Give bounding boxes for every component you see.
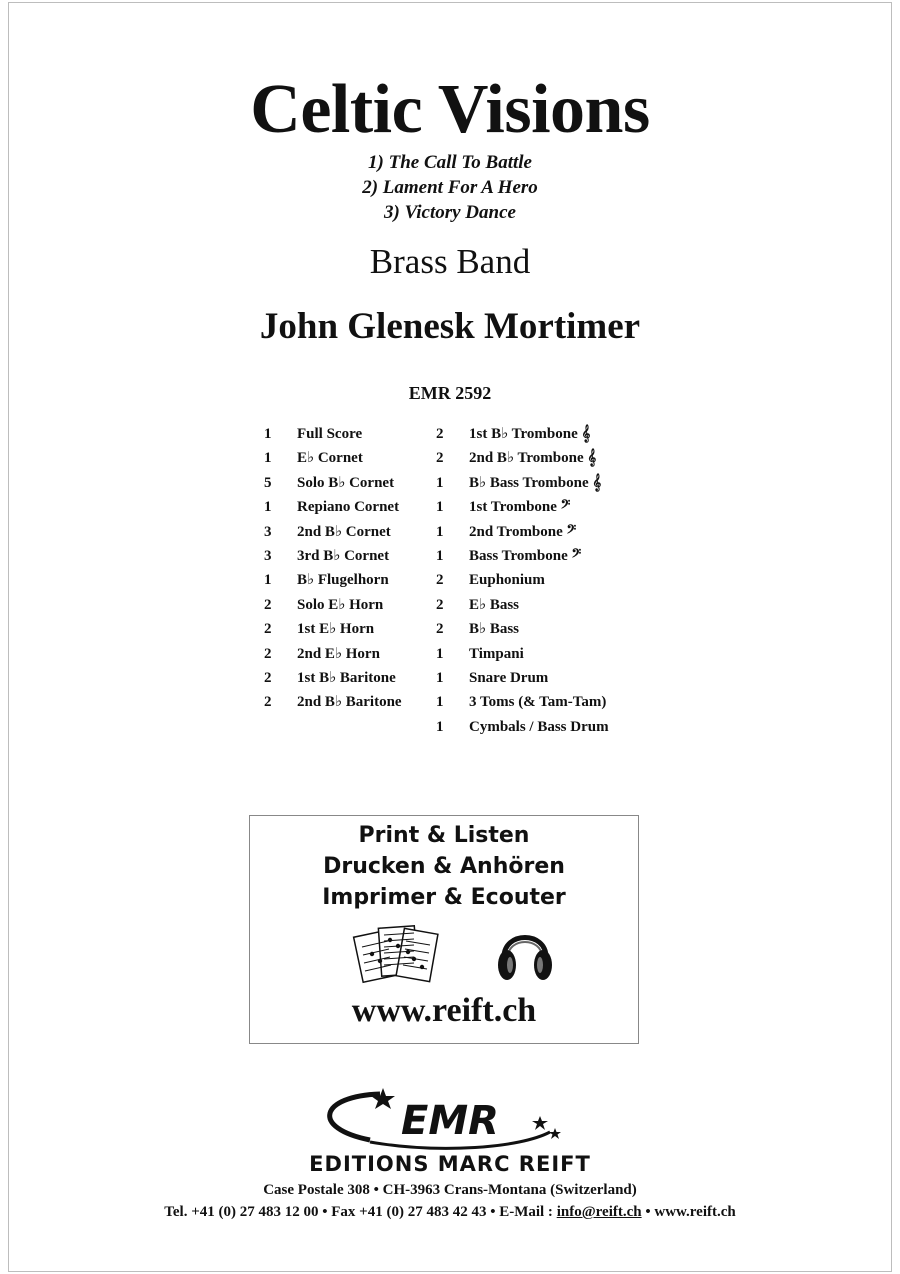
movement-1: 1) The Call To Battle — [368, 152, 532, 173]
part-name: Repiano Cornet — [297, 499, 400, 516]
part-quantity: 1 — [436, 718, 444, 735]
part-quantity: 2 — [264, 621, 272, 638]
part-quantity: 2 — [436, 426, 444, 442]
headphones-icon — [494, 919, 556, 985]
part-quantity: 1 — [264, 572, 272, 589]
promo-line-drucken: Drucken & Anhören — [323, 854, 565, 879]
catalog-number: EMR 2592 — [408, 383, 492, 403]
email-link[interactable]: info@reift.ch — [556, 1204, 642, 1220]
part-name: Timpani — [469, 645, 524, 662]
part-quantity: 2 — [264, 596, 272, 613]
part-quantity: 1 — [436, 645, 444, 662]
part-name: Solo E♭ Horn — [297, 596, 384, 613]
part-quantity: 1 — [436, 548, 444, 564]
print-listen-box[interactable] — [249, 815, 639, 1044]
composer-name: John Glenesk Mortimer — [259, 306, 641, 347]
ensemble-label: Brass Band — [369, 242, 531, 281]
part-name: 1st E♭ Horn — [297, 621, 375, 638]
page-title: Celtic Visions — [250, 71, 650, 148]
part-name: 1st B♭ Baritone — [297, 670, 396, 686]
part-name: 2nd B♭ Cornet — [297, 523, 391, 540]
part-name: 1st B♭ Trombone 𝄞 — [469, 426, 591, 442]
part-quantity: 1 — [264, 499, 272, 516]
part-name: Euphonium — [469, 572, 545, 589]
part-quantity: 2 — [264, 694, 272, 711]
publisher-address: Case Postale 308 • CH-3963 Crans-Montana (Switzerland) — [263, 1182, 637, 1198]
part-name: Solo B♭ Cornet — [297, 474, 395, 491]
promo-line-print-listen: Print & Listen — [358, 823, 530, 848]
part-name: Snare Drum — [469, 670, 549, 686]
part-quantity: 1 — [436, 670, 444, 686]
promo-icons — [250, 919, 638, 991]
emr-logo-graphic — [300, 1088, 600, 1158]
sheet-music-icon — [350, 921, 442, 987]
part-quantity: 2 — [436, 621, 444, 638]
part-name: B♭ Bass Trombone 𝄞 — [469, 474, 602, 491]
part-name: B♭ Flugelhorn — [297, 572, 389, 589]
part-name: Cymbals / Bass Drum — [469, 718, 609, 735]
movement-3: 3) Victory Dance — [384, 202, 516, 223]
movement-list — [0, 150, 900, 225]
part-quantity: 1 — [436, 499, 444, 516]
part-quantity: 2 — [264, 670, 272, 686]
part-quantity: 2 — [436, 450, 444, 467]
part-quantity: 2 — [436, 596, 444, 613]
part-quantity: 1 — [436, 694, 444, 711]
part-name: 2nd Trombone 𝄢 — [469, 523, 577, 540]
part-quantity: 1 — [264, 450, 272, 467]
publisher-contact — [0, 1204, 900, 1221]
part-name: 2nd B♭ Baritone — [297, 694, 402, 711]
emr-logo — [300, 1088, 600, 1158]
part-quantity: 1 — [436, 523, 444, 540]
part-name: 2nd B♭ Trombone 𝄞 — [469, 450, 597, 467]
part-name: 1st Trombone 𝄢 — [469, 499, 571, 516]
part-quantity: 3 — [264, 523, 272, 540]
movement-2: 2) Lament For A Hero — [362, 177, 538, 198]
part-name: B♭ Bass — [469, 621, 520, 638]
part-quantity: 3 — [264, 548, 272, 564]
part-name: 3 Toms (& Tam-Tam) — [469, 694, 607, 711]
contact-website[interactable]: • www.reift.ch — [641, 1204, 736, 1220]
promo-url-link[interactable]: www.reift.ch — [351, 992, 537, 1029]
part-name: E♭ Bass — [469, 596, 520, 613]
part-quantity: 5 — [264, 474, 272, 491]
part-quantity: 2 — [264, 645, 272, 662]
part-name: Bass Trombone 𝄢 — [469, 548, 582, 564]
publisher-name: EDITIONS MARC REIFT — [309, 1152, 591, 1176]
part-quantity: 1 — [436, 474, 444, 491]
part-name: Full Score — [297, 426, 363, 442]
promo-line-imprimer: Imprimer & Ecouter — [322, 885, 566, 910]
emr-logo-text: EMR — [401, 1098, 499, 1144]
part-name: 3rd B♭ Cornet — [297, 548, 390, 564]
contact-phone-fax: Tel. +41 (0) 27 483 12 00 • Fax +41 (0) 27 483 42 43 • E-Mail : — [164, 1204, 557, 1220]
part-quantity: 1 — [264, 426, 272, 442]
part-name: 2nd E♭ Horn — [297, 645, 380, 662]
part-quantity: 2 — [436, 572, 444, 589]
part-name: E♭ Cornet — [297, 450, 363, 467]
